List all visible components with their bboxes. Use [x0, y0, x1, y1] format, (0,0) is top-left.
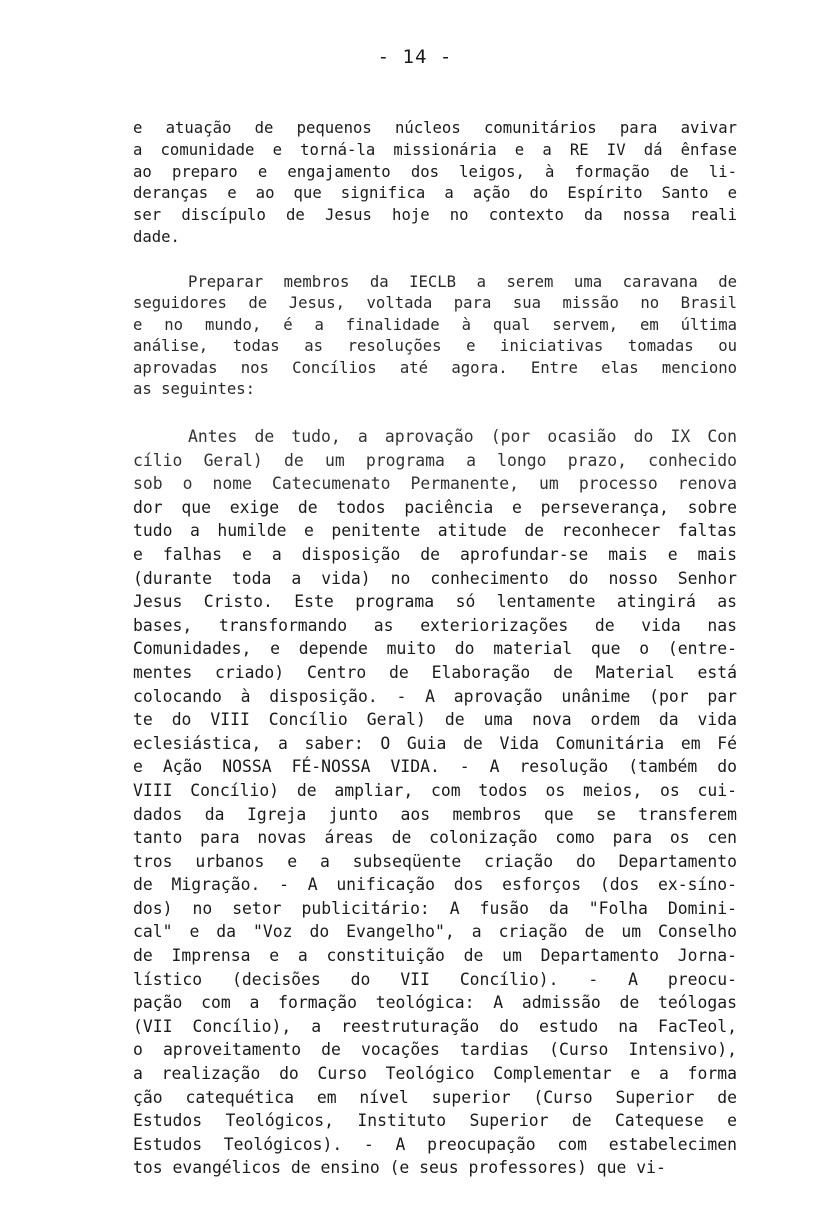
- text-line: colocando à disposição. - A aprovação unânime (por par: [133, 686, 737, 706]
- text-line: mentes criado) Centro de Elaboração de Material está: [133, 662, 737, 682]
- text-line: cal" e da "Voz do Evangelho", a criação de um Conselho: [133, 922, 737, 942]
- text-line: sob o nome Catecumenato Permanente, um processo renova: [133, 474, 737, 494]
- text-line: as seguintes:: [133, 380, 256, 399]
- text-line: VIII Concílio) de ampliar, com todos os meios, os cui-: [133, 780, 737, 800]
- text-line: ser discípulo de Jesus hoje no contexto da nossa reali: [133, 206, 737, 225]
- text-line: de Imprensa e a constituição de um Departamento Jorna-: [133, 946, 737, 966]
- text-line: bases, transformando as exteriorizações de vida nas: [133, 615, 737, 635]
- text-line: ao preparo e engajamento dos leigos, à formação de li-: [133, 162, 737, 181]
- text-line: análise, todas as resoluções e iniciativas tomadas ou: [133, 337, 737, 356]
- text-line: (durante toda a vida) no conhecimento do nosso Senhor: [133, 568, 737, 588]
- text-line: Comunidades, e depende muito do material que o (entre-: [133, 639, 737, 659]
- text-line: e no mundo, é a finalidade à qual servem, em última: [133, 315, 737, 334]
- text-line: tudo a humilde e penitente atitude de reconhecer faltas: [133, 521, 737, 541]
- text-line: e Ação NOSSA FÉ-NOSSA VIDA. - A resolução (também do: [133, 757, 737, 777]
- paragraph-3: [133, 425, 737, 1180]
- text-line: dos) no setor publicitário: A fusão da "Folha Domini-: [133, 898, 737, 918]
- paragraph-2: [133, 272, 737, 400]
- text-line: e falhas e a disposição de aprofundar-se mais e mais: [133, 544, 737, 564]
- text-line: de Migração. - A unificação dos esforços (dos ex-síno-: [133, 875, 737, 895]
- text-line: a comunidade e torná-la missionária e a RE IV dá ênfase: [133, 140, 737, 159]
- text-line: Antes de tudo, a aprovação (por ocasião do IX Con: [188, 427, 737, 446]
- text-line: a realização do Curso Teológico Complementar e a forma: [133, 1064, 737, 1084]
- text-line: seguidores de Jesus, voltada para sua missão no Brasil: [133, 294, 737, 313]
- text-line: lístico (decisões do VII Concílio). - A preocu-: [133, 969, 737, 989]
- text-line: dade.: [133, 227, 180, 246]
- text-line: Jesus Cristo. Este programa só lentamente atingirá as: [133, 592, 737, 612]
- paragraph-1: [133, 118, 737, 249]
- text-line: Estudos Teológicos, Instituto Superior de Catequese e: [133, 1111, 737, 1131]
- text-line: dados da Igreja junto aos membros que se transferem: [133, 804, 737, 824]
- text-line: tos evangélicos de ensino (e seus professores) que vi-: [133, 1158, 666, 1178]
- text-line: o aproveitamento de vocações tardias (Curso Intensivo),: [133, 1040, 737, 1060]
- text-line: tanto para novas áreas de colonização como para os cen: [133, 828, 737, 848]
- text-line: aprovadas nos Concílios até agora. Entre elas menciono: [133, 358, 737, 377]
- text-line: te do VIII Concílio Geral) de uma nova ordem da vida: [133, 710, 737, 730]
- page-number: - 14 -: [377, 46, 453, 68]
- text-line: eclesiástica, a saber: O Guia de Vida Comunitária em Fé: [133, 733, 737, 753]
- text-line: deranças e ao que significa a ação do Espírito Santo e: [133, 184, 737, 203]
- text-line: Estudos Teológicos). - A preocupação com estabelecimen: [133, 1134, 737, 1154]
- text-line: dor que exige de todos paciência e perseverança, sobre: [133, 497, 737, 517]
- text-line: e atuação de pequenos núcleos comunitários para avivar: [133, 119, 737, 137]
- text-line: cílio Geral) de um programa a longo prazo, conhecido: [133, 450, 737, 470]
- text-line: ção catequética em nível superior (Curso Superior de: [133, 1087, 737, 1107]
- text-line: tros urbanos e a subseqüente criação do Departamento: [133, 851, 737, 871]
- text-line: Preparar membros da IECLB a serem uma caravana de: [188, 273, 737, 291]
- text-line: (VII Concílio), a reestruturação do estudo na FacTeol,: [133, 1016, 737, 1036]
- text-line: pação com a formação teológica: A admissão de teólogas: [133, 993, 737, 1013]
